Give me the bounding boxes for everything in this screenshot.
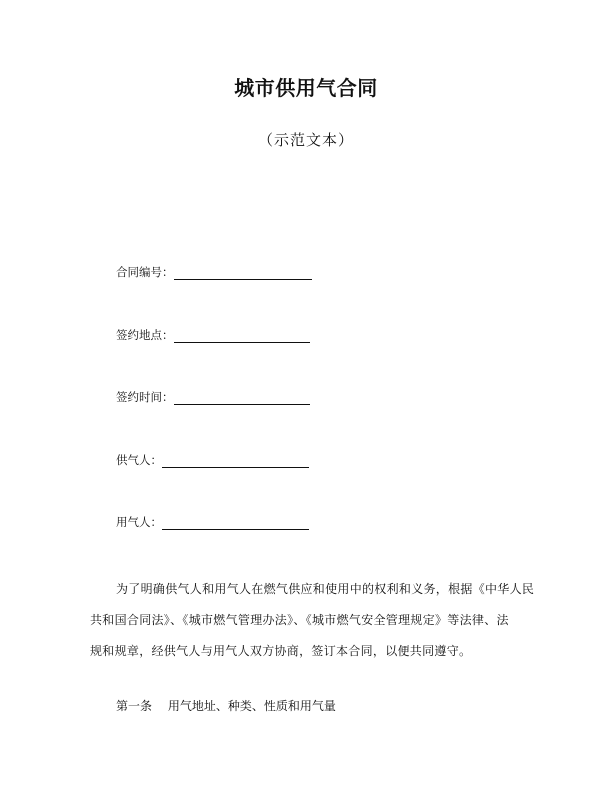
sign-time-label: 签约时间： <box>116 390 174 404</box>
contract-number-label: 合同编号： <box>116 265 174 279</box>
preamble-line-2: 共和国合同法》、《城市燃气管理办法》、《城市燃气安全管理规定》等法律、法 <box>90 613 509 627</box>
sign-time-field <box>116 389 310 405</box>
contract-number-field <box>116 264 312 280</box>
sign-place-field <box>116 327 310 343</box>
contract-number-blank-line <box>174 267 312 280</box>
sign-time-blank-line <box>174 392 310 405</box>
user-label: 用气人： <box>116 515 162 529</box>
document-title: 城市供用气合同 <box>234 76 378 100</box>
sign-place-blank-line <box>174 330 310 343</box>
preamble-line-3: 规和规章，经供气人与用气人双方协商，签订本合同，以便共同遵守。 <box>90 644 472 658</box>
supplier-blank-line <box>162 455 309 468</box>
sign-place-label: 签约地点： <box>116 328 174 342</box>
user-blank-line <box>162 517 309 530</box>
article-1-heading <box>116 698 336 714</box>
user-field <box>116 514 309 530</box>
supplier-label: 供气人： <box>116 453 162 467</box>
article-1-title: 用气地址、种类、性质和用气量 <box>167 699 336 713</box>
preamble-paragraph <box>90 574 535 667</box>
document-subtitle: （示范文本） <box>257 131 354 149</box>
article-1-number: 第一条 <box>116 699 153 713</box>
preamble-line-1: 为了明确供气人和用气人在燃气供应和使用中的权利和义务，根据《中华人民 <box>116 582 535 596</box>
supplier-field <box>116 452 309 468</box>
